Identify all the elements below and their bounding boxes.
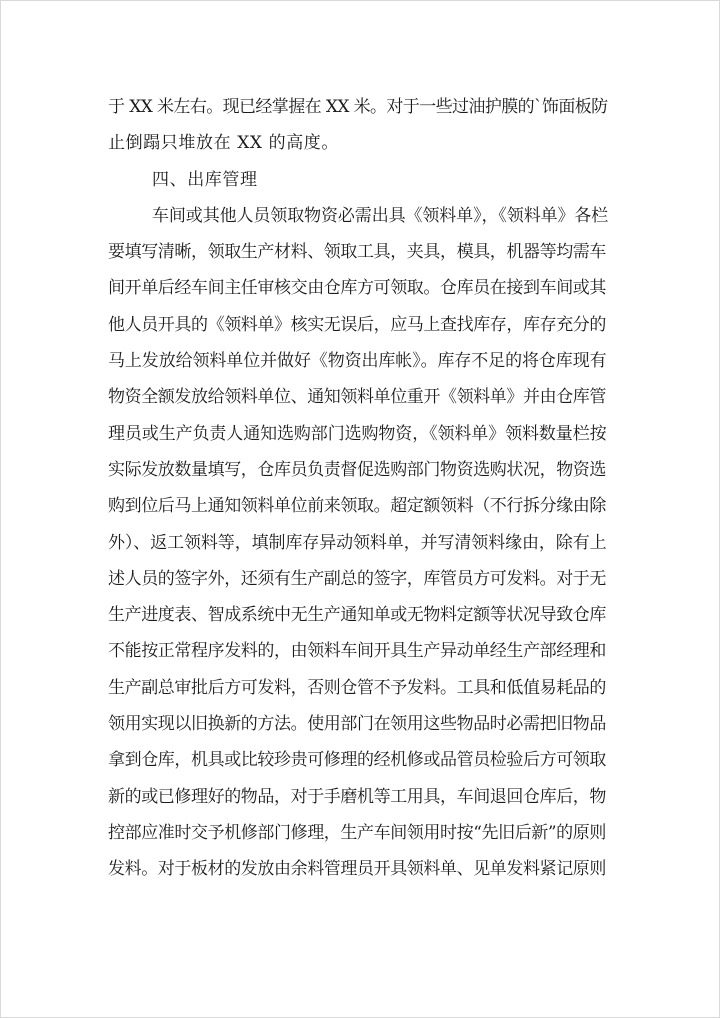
text-line: 物资全额发放给领料单位、通知领料单位重开《领料单》并由仓库管 (108, 387, 606, 408)
text-line: 领用实现以旧换新的方法。使用部门在领用这些物品时必需把旧物品 (108, 714, 606, 735)
text-line: 要填写清晰，领取生产材料、领取工具，夹具，模具，机器等均需车 (108, 242, 606, 263)
text-line: 理员或生产负责人通知选购部门选购物资，《领料单》领料数量栏按 (108, 423, 607, 444)
text-line: 他人员开具的《领料单》核实无误后，应马上查找库存，库存充分的 (108, 314, 606, 335)
text-line: 于 XX 米左右。现已经掌握在 XX 米。对于一些过油护膜的`饰面板防 (108, 97, 608, 117)
text-line: 间开单后经车间主任审核交由仓库方可领取。仓库员在接到车间或其 (108, 278, 606, 299)
section-heading: 四、出库管理 (152, 169, 258, 190)
text-line: 拿到仓库，机具或比较珍贵可修理的经机修或品管员检验后方可领取 (108, 750, 606, 771)
text-line: 马上发放给领料单位并做好《物资出库帐》。库存不足的将仓库现有 (108, 351, 607, 372)
text-line: 发料。对于板材的发放由余料管理员开具领料单、见单发料紧记原则 (108, 859, 606, 880)
document-body (108, 89, 608, 888)
text-line: 生产副总审批后方可发料，否则仓管不予发料。工具和低值易耗品的 (108, 677, 606, 698)
text-line: 外）、返工领料等，填制库存异动领料单，并写清领料缘由，除有上 (108, 532, 607, 553)
text-line: 止倒蹋只堆放在 XX 的高度。 (108, 133, 340, 154)
paragraph-first-line: 车间或其他人员领取物资必需出具《领料单》，《领料单》各栏 (152, 205, 609, 226)
text-line: 生产进度表、智成系统中无生产通知单或无物料定额等状况导致仓库 (108, 605, 606, 626)
text-line: 购到位后马上通知领料单位前来领取。超定额领料（不行拆分缘由除 (108, 496, 606, 517)
text-line: 控部应准时交予机修部门修理，生产车间领用时按“先旧后新”的原则 (108, 822, 606, 843)
text-line: 不能按正常程序发料的，由领料车间开具生产异动单经生产部经理和 (108, 641, 606, 662)
text-line: 实际发放数量填写，仓库员负责督促选购部门物资选购状况，物资选 (108, 459, 606, 480)
text-line: 述人员的签字外，还须有生产副总的签字，库管员方可发料。对于无 (108, 568, 606, 589)
text-line: 新的或已修理好的物品，对于手磨机等工用具，车间退回仓库后，物 (108, 786, 606, 807)
